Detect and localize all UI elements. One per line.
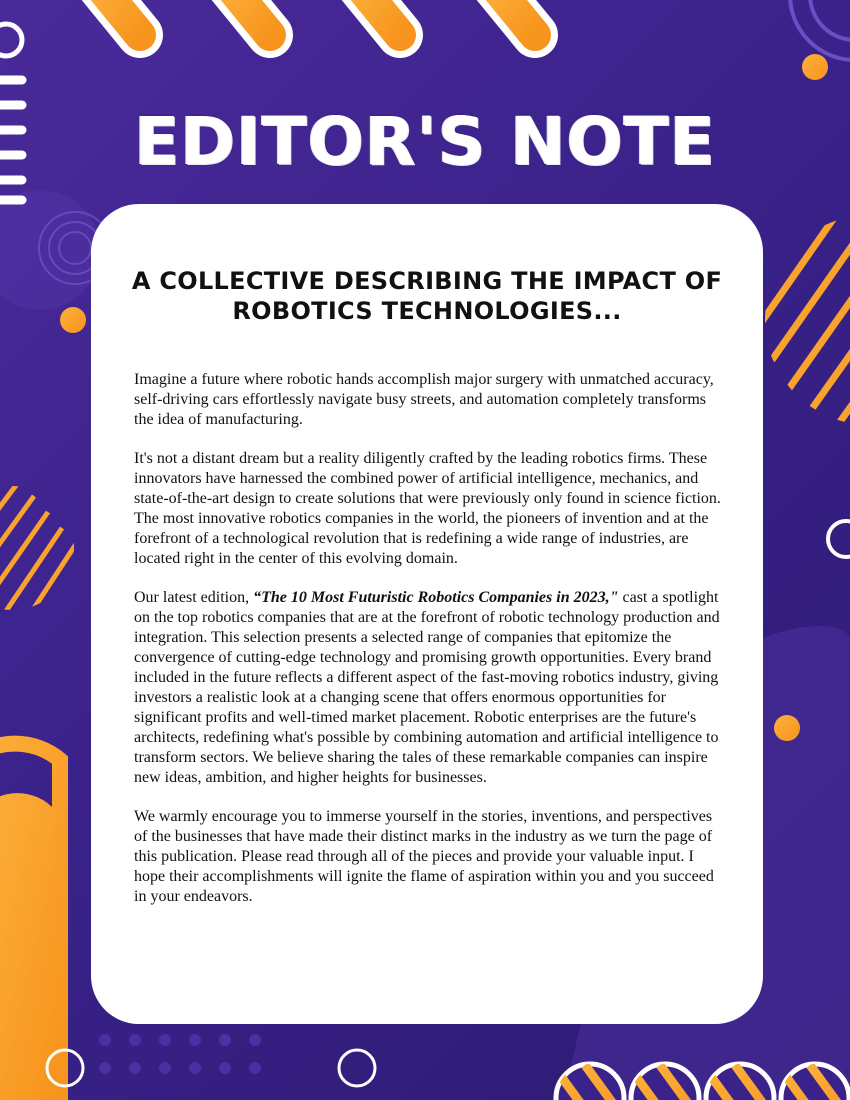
article-heading [91,266,763,326]
paragraph-4: We warmly encourage you to immerse yourself in the stories, inventions, and perspectives of the businesses that have made their distinct marks in the industry as we turn the page of this publication. Please read through all of the pieces and provide your valuable input. I hope their accomplishments will ignite the flame of aspiration within you and you succeed in your endeavors. [134,808,714,905]
top-right-rings [790,0,850,60]
page-title: EDITOR'S NOTE [134,103,716,180]
content-card [91,204,763,1024]
orange-dot-right [774,715,800,741]
top-left-ring [0,24,22,56]
left-striped-circle [0,480,90,670]
left-orange-pillar [0,744,60,1100]
paragraph-2: It's not a distant dream but a reality diligently crafted by the leading robotics firms. These innovators have harnessed the combined power of artificial intelligence, mechanics, and state-of-the-art design to create solutions that were previously only found in science fiction. The most innovative robotics companies in the world, the pioneers of invention and at the forefront of a technological revolution that is redefining a wide range of industries, are located right in the center of this evolving domain. [134,450,721,567]
article-body [134,370,724,926]
article-heading-line-2: ROBOTICS TECHNOLOGIES... [232,297,622,325]
edition-title: “The 10 Most Futuristic Robotics Companies in 2023," [253,589,619,606]
paragraph-3 [134,588,724,788]
bottom-dot-grid [99,1034,261,1074]
bottom-center-ring [339,1050,375,1086]
article-heading-line-1: A COLLECTIVE DESCRIBING THE IMPACT OF [131,267,723,295]
paragraph-3-rest: cast a spotlight on the top robotics companies that are at the forefront of robotic technology production and integration. This selection presents a selected range of companies that epitomize the convergence of cutting-edge technology and promising growth opportunities. Every brand included in the future reflects a different aspect of the fast-moving robotics industry, giving investors a realistic look at a changing scene that offers enormous opportunities for significant profits and well-timed market placement. Robotic enterprises are the future's architects, redefining what's possible by combining automation and artificial intelligence to transform sectors. We believe sharing the tales of these remarkable companies can inspire new ideas, ambition, and higher heights for businesses. [134,589,720,786]
paragraph-1: Imagine a future where robotic hands accomplish major surgery with unmatched accuracy, self-driving cars effortlessly navigate busy streets, and automation completely transforms the idea of manufacturing. [134,371,714,428]
paragraph-3-intro: Our latest edition, [134,589,254,606]
top-pill-decorations [95,0,535,35]
orange-dot-left [60,307,86,333]
right-white-ring [828,521,850,557]
orange-dot-top-right [802,54,828,80]
